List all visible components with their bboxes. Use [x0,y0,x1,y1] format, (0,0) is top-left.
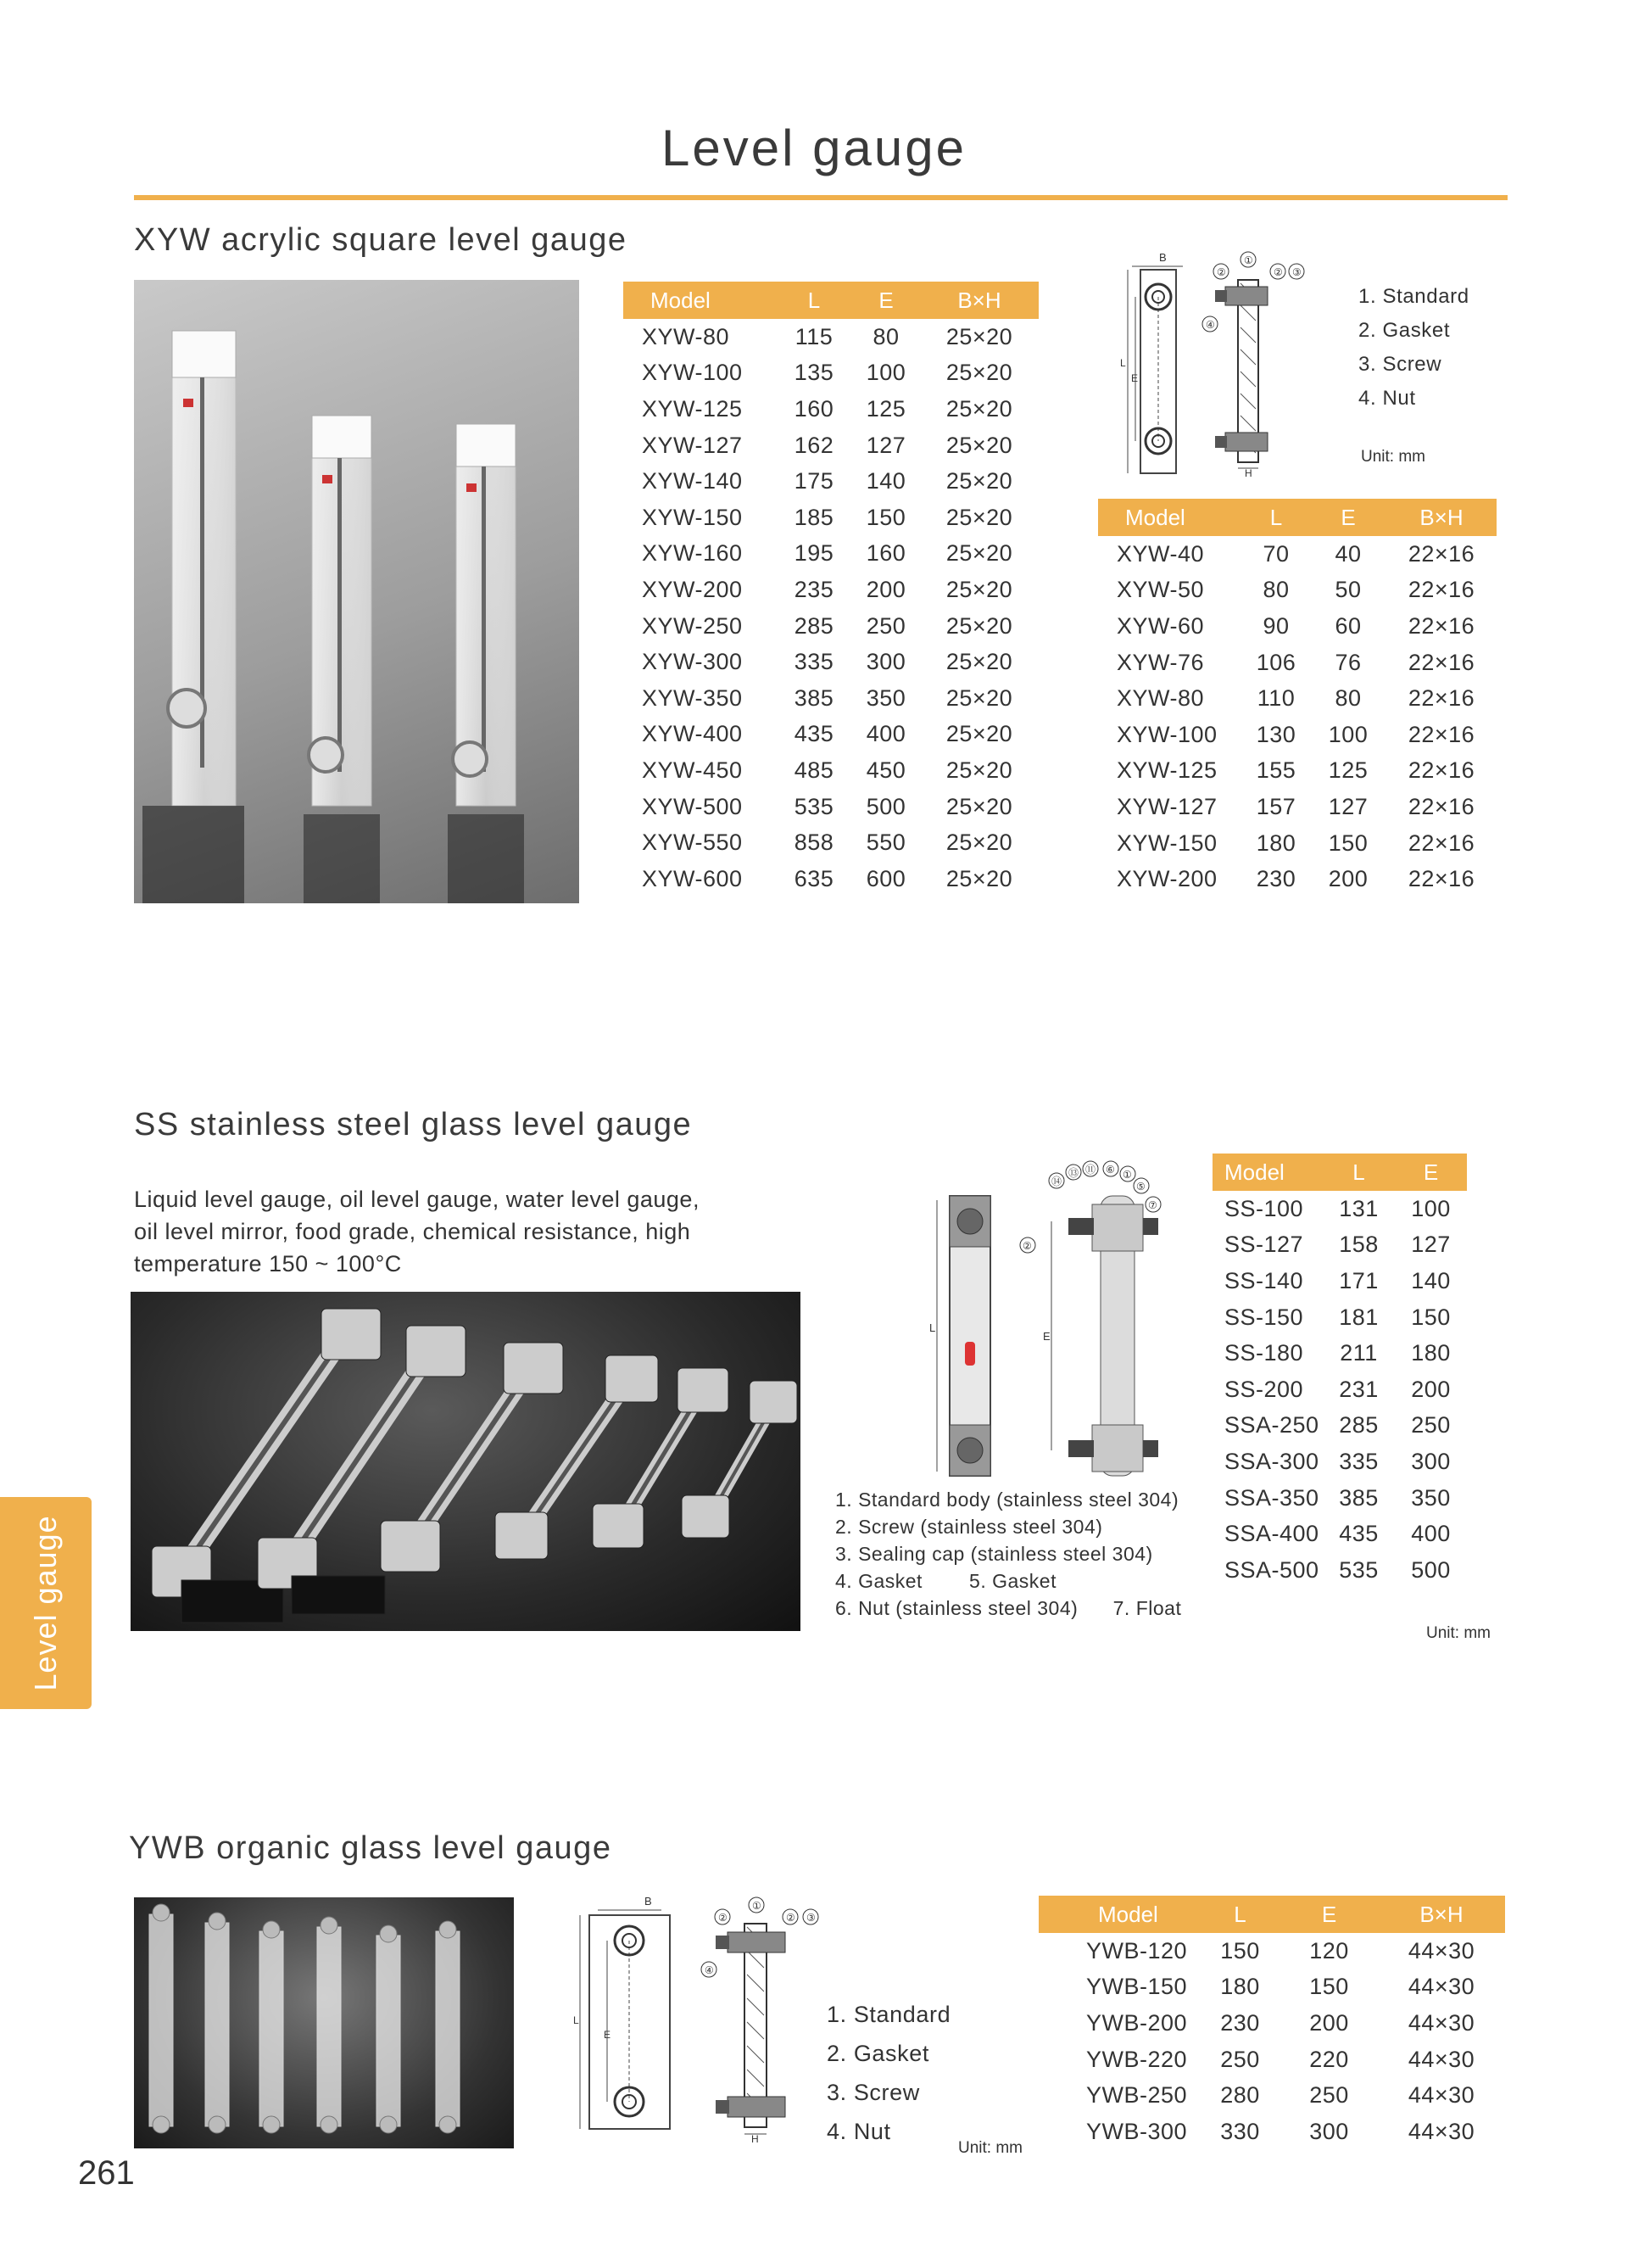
cell-e: 150 [1328,830,1369,856]
dim-label-e: E [604,2029,611,2041]
cell-l: 385 [1339,1484,1379,1511]
callout-11: ⑪ [1085,1164,1096,1176]
cell-e: 250 [866,612,906,639]
table-row [623,680,1039,717]
cell-l: 335 [1339,1448,1379,1474]
table-row [1098,573,1497,609]
cell-l: 160 [794,395,834,422]
cell-l: 171 [1339,1267,1379,1293]
cell-l: 195 [794,540,834,567]
xyw-small-spec-table [1098,499,1497,897]
cell-bxh: 25×20 [945,576,1013,602]
cell-model: XYW-127 [1117,793,1218,819]
table-row [1098,645,1497,681]
cell-e: 140 [1411,1267,1451,1293]
ss-technical-diagram [916,1154,1196,1476]
cell-bxh: 25×20 [945,540,1013,567]
dim-label-l: L [573,2014,579,2026]
cell-model: XYW-100 [1117,721,1218,747]
table-row [623,427,1039,464]
ywb-product-photo [134,1897,514,2148]
cell-bxh: 44×30 [1408,1937,1475,1964]
cell-bxh: 22×16 [1408,793,1475,819]
cell-model: XYW-140 [642,468,743,494]
cell-e: 127 [1328,793,1369,819]
callout-4: ④ [1206,319,1215,331]
ss-product-photo [131,1292,800,1631]
description-line: oil level mirror, food grade, chemical resistance, high [134,1219,691,1244]
cell-bxh: 25×20 [945,793,1013,819]
cell-bxh: 25×20 [945,612,1013,639]
column-header-model: Model [1213,1154,1323,1191]
table-row [1213,1480,1467,1517]
cell-model: XYW-150 [1117,830,1218,856]
cell-l: 385 [794,684,834,711]
dim-label-e: E [1043,1330,1051,1343]
table-row [1098,536,1497,573]
cell-l: 635 [794,865,834,891]
legend-item: 4. Gasket 5. Gasket [835,1570,1057,1592]
cell-model: XYW-60 [1117,612,1205,639]
callout-1: ① [752,1900,761,1912]
legend-item: 3. Screw [1358,353,1442,376]
cell-e: 250 [1309,2082,1349,2109]
cell-e: 100 [1328,721,1369,747]
cell-e: 180 [1411,1340,1451,1366]
callout-7: ⑦ [1148,1199,1157,1211]
table-row [623,861,1039,897]
cell-model: XYW-40 [1117,540,1205,567]
cell-e: 400 [1411,1521,1451,1547]
cell-l: 80 [1263,577,1290,603]
cell-l: 181 [1339,1304,1379,1330]
cell-model: SSA-350 [1224,1484,1319,1511]
cell-l: 70 [1263,540,1290,567]
cell-e: 500 [1411,1556,1451,1583]
cell-model: XYW-500 [642,793,743,819]
cell-e: 80 [873,323,900,349]
table-row [623,572,1039,608]
cell-model: XYW-80 [1117,685,1205,712]
table-row [1213,1263,1467,1299]
table-row [1039,1933,1505,1969]
table-row [623,752,1039,789]
cell-e: 125 [866,395,906,422]
cell-model: XYW-550 [642,830,743,856]
table-row [1039,1969,1505,2006]
column-header-bxh: B×H [1386,499,1497,536]
cell-bxh: 22×16 [1408,577,1475,603]
cell-model: XYW-300 [642,649,743,675]
cell-l: 157 [1256,793,1296,819]
cell-e: 40 [1335,540,1362,567]
cell-l: 180 [1256,830,1296,856]
ss-unit-note: Unit: mm [1426,1624,1491,1642]
cell-bxh: 44×30 [1408,1974,1475,2000]
cell-l: 285 [1339,1412,1379,1438]
table-row [1213,1444,1467,1480]
table-row [623,789,1039,825]
callout-1: ① [1244,254,1253,266]
callout-4: ④ [705,1964,714,1976]
cell-bxh: 25×20 [945,684,1013,711]
cell-l: 231 [1339,1376,1379,1402]
table-row [1039,2005,1505,2042]
cell-model: XYW-200 [642,576,743,602]
column-header-model: Model [623,282,776,319]
cell-model: YWB-200 [1086,2009,1188,2036]
ywb-technical-diagram [573,1890,839,2145]
cell-model: XYW-125 [1117,757,1218,784]
cell-e: 60 [1335,612,1362,639]
cell-l: 435 [1339,1521,1379,1547]
cell-e: 350 [1411,1484,1451,1511]
table-row [1039,2114,1505,2150]
legend-item: 4. Nut [827,2119,891,2144]
column-header-model: Model [1098,499,1242,536]
cell-l: 180 [1220,1974,1260,2000]
acrylic-gauges-illustration [134,280,579,903]
cell-l: 230 [1256,866,1296,892]
callout-2b: ② [786,1912,795,1924]
cell-model: XYW-76 [1117,649,1205,675]
cell-model: SSA-400 [1224,1521,1319,1547]
cell-bxh: 25×20 [945,432,1013,458]
cell-l: 250 [1220,2046,1260,2072]
cell-model: SS-140 [1224,1267,1304,1293]
cell-bxh: 25×20 [945,757,1013,783]
description-line: temperature 150 ~ 100°C [134,1251,402,1276]
cell-l: 211 [1340,1340,1378,1366]
xyw-spec-table [623,282,1039,897]
table-row [1039,2077,1505,2114]
table-row [1213,1516,1467,1552]
cell-l: 280 [1220,2082,1260,2109]
cell-l: 185 [794,504,834,530]
cell-bxh: 22×16 [1408,612,1475,639]
table-row [1098,608,1497,645]
table-row [623,717,1039,753]
cell-l: 485 [794,757,834,783]
table-row [1213,1335,1467,1371]
cell-e: 127 [866,432,906,458]
callout-13: ⑬ [1068,1167,1079,1179]
side-tab-label: Level gauge [28,1515,63,1691]
cell-model: YWB-120 [1086,1937,1188,1964]
cell-model: XYW-250 [642,612,743,639]
column-header-e: E [1395,1154,1467,1191]
callout-3: ③ [806,1912,816,1924]
legend-item: 3. Screw [827,2080,920,2105]
legend-item: 6. Nut (stainless steel 304) 7. Float [835,1597,1182,1619]
cell-bxh: 25×20 [945,504,1013,530]
table-row [623,608,1039,645]
cell-l: 162 [794,432,834,458]
table-row [1039,2042,1505,2078]
cell-e: 50 [1335,577,1362,603]
column-header-l: L [1323,1154,1395,1191]
cell-model: XYW-50 [1117,577,1205,603]
ss-parts-legend [835,1486,1181,1622]
xyw-unit-note: Unit: mm [1361,448,1425,466]
cell-model: SS-100 [1224,1195,1304,1221]
callout-2: ② [1023,1240,1032,1252]
cell-bxh: 25×20 [945,830,1013,856]
callout-2: ② [1217,266,1226,278]
legend-item: 3. Sealing cap (stainless steel 304) [835,1543,1153,1565]
table-row [1098,825,1497,862]
cell-l: 230 [1220,2009,1260,2036]
dim-label-h: H [1245,467,1252,479]
cell-bxh: 22×16 [1408,685,1475,712]
cell-bxh: 22×16 [1408,830,1475,856]
ss-description [134,1183,700,1280]
table-row [1213,1227,1467,1264]
cell-l: 858 [794,830,834,856]
cell-e: 100 [866,360,906,386]
cell-e: 120 [1309,1937,1349,1964]
cell-e: 200 [1309,2009,1349,2036]
cell-model: XYW-350 [642,684,743,711]
cell-e: 250 [1411,1412,1451,1438]
table-row [623,500,1039,536]
column-header-e: E [1310,499,1386,536]
cell-model: XYW-127 [642,432,743,458]
side-section-tab [0,1497,92,1709]
table-row [1098,680,1497,717]
table-row [623,644,1039,680]
cell-model: XYW-150 [642,504,743,530]
xyw-product-photo [134,280,579,903]
cell-e: 150 [1411,1304,1451,1330]
cell-bxh: 22×16 [1408,649,1475,675]
callout-2: ② [718,1912,728,1924]
cell-l: 285 [794,612,834,639]
cell-model: SS-200 [1224,1376,1304,1402]
cell-bxh: 44×30 [1408,2046,1475,2072]
cell-bxh: 44×30 [1408,2118,1475,2144]
table-row [1213,1191,1467,1227]
callout-1: ① [1123,1169,1132,1181]
ss-spec-table [1213,1154,1467,1589]
cell-l: 130 [1256,721,1296,747]
cell-bxh: 44×30 [1408,2009,1475,2036]
cell-e: 350 [866,684,906,711]
cell-model: YWB-300 [1086,2118,1188,2144]
cell-e: 150 [866,504,906,530]
table-row [1213,1552,1467,1589]
dim-label-b: B [1159,251,1167,264]
table-row [1098,789,1497,825]
cell-e: 80 [1335,685,1362,712]
cell-model: SSA-300 [1224,1448,1319,1474]
cell-model: XYW-400 [642,721,743,747]
cell-e: 127 [1411,1232,1451,1258]
title-divider [134,195,1508,200]
dim-label-l: L [1120,357,1126,369]
cell-l: 106 [1256,649,1296,675]
cell-e: 150 [1309,1974,1349,2000]
cell-model: XYW-80 [642,323,730,349]
legend-item: 2. Gasket [1358,319,1451,342]
column-header-e: E [1280,1896,1378,1933]
cell-model: YWB-250 [1086,2082,1188,2109]
dim-label-h: H [751,2133,759,2145]
cell-model: XYW-450 [642,757,743,783]
column-header-bxh: B×H [1378,1896,1505,1933]
cell-e: 300 [1411,1448,1451,1474]
cell-bxh: 25×20 [945,721,1013,747]
cell-e: 600 [866,865,906,891]
cell-bxh: 25×20 [945,360,1013,386]
cell-l: 155 [1256,757,1296,784]
legend-item: 1. Standard body (stainless steel 304) [835,1489,1179,1511]
table-row [623,824,1039,861]
ywb-spec-table [1039,1896,1505,2150]
table-row [623,463,1039,500]
legend-item: 1. Standard [827,2002,951,2027]
cell-e: 140 [866,468,906,494]
column-header-l: L [1242,499,1310,536]
table-row [1213,1299,1467,1336]
cell-e: 220 [1309,2046,1349,2072]
xyw-technical-diagram [1090,246,1352,479]
cell-e: 200 [866,576,906,602]
cell-e: 200 [1328,866,1369,892]
cell-model: YWB-220 [1086,2046,1188,2072]
column-header-model: Model [1039,1896,1200,1933]
cell-e: 125 [1328,757,1369,784]
legend-item: 2. Screw (stainless steel 304) [835,1516,1103,1538]
table-header-row [1098,499,1497,536]
xyw-parts-legend [1358,280,1469,416]
table-row [1098,861,1497,897]
column-header-bxh: B×H [920,282,1039,319]
dim-label-l: L [929,1321,936,1334]
table-row [623,391,1039,427]
cell-l: 330 [1220,2118,1260,2144]
page-title: Level gauge [661,120,967,176]
cell-model: XYW-125 [642,395,743,422]
dim-label-e: E [1131,372,1139,384]
legend-item: 2. Gasket [827,2041,929,2066]
cell-e: 500 [866,793,906,819]
callout-3: ③ [1292,266,1302,278]
cell-bxh: 22×16 [1408,757,1475,784]
cell-bxh: 22×16 [1408,866,1475,892]
cell-l: 158 [1339,1232,1379,1258]
cell-l: 335 [794,649,834,675]
cell-l: 131 [1339,1195,1379,1221]
table-row [1098,717,1497,753]
dim-label-b: B [644,1895,652,1908]
cell-e: 100 [1411,1195,1451,1221]
cell-l: 235 [794,576,834,602]
cell-e: 400 [866,721,906,747]
cell-bxh: 25×20 [945,468,1013,494]
cell-model: SSA-250 [1224,1412,1319,1438]
table-row [623,319,1039,355]
cell-l: 150 [1220,1937,1260,1964]
cell-model: YWB-150 [1086,1974,1188,2000]
description-line: Liquid level gauge, oil level gauge, water level gauge, [134,1187,700,1212]
stainless-gauges-illustration [131,1292,800,1631]
organic-gauges-illustration [134,1897,514,2148]
cell-l: 115 [794,323,834,349]
column-header-e: E [852,282,920,319]
cell-e: 160 [866,540,906,567]
cell-model: XYW-200 [1117,866,1218,892]
cell-bxh: 22×16 [1408,540,1475,567]
cell-e: 300 [1309,2118,1349,2144]
cell-model: SS-150 [1224,1304,1304,1330]
cell-bxh: 22×16 [1408,721,1475,747]
cell-l: 110 [1257,685,1296,712]
cell-l: 535 [1339,1556,1379,1583]
cell-bxh: 44×30 [1408,2082,1475,2109]
cell-bxh: 25×20 [945,395,1013,422]
column-header-l: L [1200,1896,1280,1933]
table-row [623,536,1039,573]
cell-l: 175 [794,468,834,494]
ywb-parts-legend [827,1995,951,2151]
table-header-row [623,282,1039,319]
ywb-unit-note: Unit: mm [958,2139,1023,2157]
callout-14: ⑭ [1051,1176,1062,1187]
cell-e: 76 [1335,649,1362,675]
table-header-row [1213,1154,1467,1191]
cell-e: 300 [866,649,906,675]
column-header-l: L [776,282,852,319]
cell-model: SSA-500 [1224,1556,1319,1583]
cell-bxh: 25×20 [945,323,1013,349]
cell-bxh: 25×20 [945,649,1013,675]
cell-l: 435 [794,721,834,747]
cell-e: 450 [866,757,906,783]
page-number: 261 [78,2154,135,2192]
xyw-heading: XYW acrylic square level gauge [134,222,627,258]
callout-5: ⑤ [1136,1181,1146,1193]
cell-model: SS-127 [1224,1232,1304,1258]
cell-l: 90 [1263,612,1290,639]
table-row [1213,1371,1467,1408]
table-header-row [1039,1896,1505,1933]
cell-model: XYW-100 [642,360,743,386]
cell-model: XYW-600 [642,865,743,891]
table-row [1098,753,1497,790]
ss-heading: SS stainless steel glass level gauge [134,1107,693,1142]
callout-2b: ② [1274,266,1283,278]
ywb-heading: YWB organic glass level gauge [129,1830,612,1866]
cell-bxh: 25×20 [945,865,1013,891]
cell-l: 135 [794,360,834,386]
table-row [1213,1408,1467,1444]
legend-item: 1. Standard [1358,285,1469,308]
cell-model: SS-180 [1224,1340,1304,1366]
cell-e: 550 [866,830,906,856]
cell-l: 535 [794,793,834,819]
table-row [623,355,1039,392]
callout-6: ⑥ [1106,1164,1115,1176]
legend-item: 4. Nut [1358,387,1416,410]
cell-e: 200 [1411,1376,1451,1402]
cell-model: XYW-160 [642,540,743,567]
